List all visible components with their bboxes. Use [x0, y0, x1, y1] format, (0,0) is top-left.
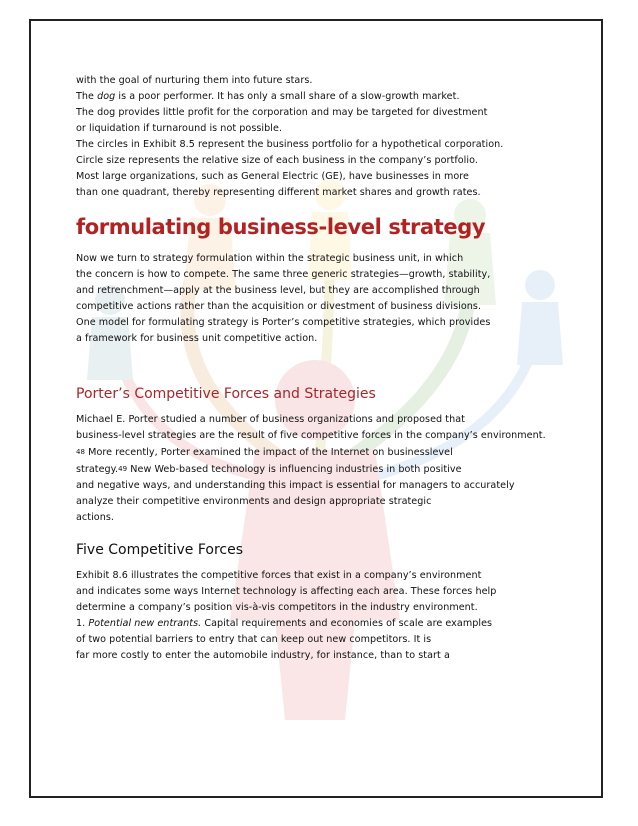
text-run: Capital requirements and economies of scale are examples [201, 618, 493, 629]
paragraph-line: Exhibit 8.6 illustrates the competitive forces that exist in a company’s environment [76, 570, 482, 581]
paragraph-line: actions. [76, 512, 114, 523]
intro-line: than one quadrant, thereby representing different market shares and growth rates. [76, 187, 481, 198]
text-run: More recently, Porter examined the impact of the Internet on businesslevel [85, 447, 453, 458]
paragraph-line: Now we turn to strategy formulation within the strategic business unit, in which [76, 253, 464, 264]
text-run: is a poor performer. It has only a small share of a slow-growth market. [115, 91, 460, 102]
intro-line: Most large organizations, such as General Electric (GE), have businesses in more [76, 171, 470, 182]
paragraph-line: of two potential barriers to entry that can keep out new competitors. It is [76, 634, 432, 645]
italic-term: Potential new entrants. [88, 618, 202, 629]
intro-line: The dog provides little profit for the corporation and may be targeted for divestment [76, 107, 488, 118]
paragraph-line: competitive actions rather than the acquisition or divestment of business divisions. [76, 301, 482, 312]
footnote-ref: 48 [76, 448, 86, 456]
text-run: The [76, 91, 98, 102]
paragraph-line: and retrenchment—apply at the business level, but they are accomplished through [76, 285, 480, 296]
intro-line: or liquidation if turnaround is not possible. [76, 123, 283, 134]
paragraph-line: Michael E. Porter studied a number of business organizations and proposed that [76, 414, 465, 425]
paragraph-line: analyze their competitive environments and design appropriate strategic [76, 496, 432, 507]
footnote-ref: 49 [118, 465, 128, 473]
paragraph-line [76, 444, 556, 461]
subheading-five-forces: Five Competitive Forces [76, 542, 244, 558]
paragraph-line: the concern is how to compete. The same three generic strategies—growth, stability, [76, 269, 491, 280]
intro-line: The circles in Exhibit 8.5 represent the business portfolio for a hypothetical corporation. [76, 139, 504, 150]
intro-line-dog [76, 89, 556, 105]
paragraph-line: and indicates some ways Internet technology is affecting each area. These forces help [76, 586, 497, 597]
intro-line: Circle size represents the relative size of each business in the company’s portfolio. [76, 155, 478, 166]
paragraph-line: business-level strategies are the result of five competitive forces in the company’s environment. [76, 430, 546, 441]
section-heading-business-level-strategy: formulating business-level strategy [76, 215, 486, 239]
paragraph-line: far more costly to enter the automobile industry, for instance, than to start a [76, 650, 450, 661]
subheading-porters-forces: Porter’s Competitive Forces and Strategies [76, 386, 376, 402]
italic-term: dog [97, 91, 116, 102]
text-run: New Web-based technology is influencing industries in both positive [127, 464, 462, 475]
paragraph-line [76, 616, 556, 632]
document-body [76, 73, 556, 664]
paragraph-line: and negative ways, and understanding this impact is essential for managers to accurately [76, 480, 515, 491]
text-run: strategy. [76, 464, 119, 475]
paragraph-line: One model for formulating strategy is Porter’s competitive strategies, which provides [76, 317, 491, 328]
list-number: 1. [76, 618, 89, 629]
intro-line: with the goal of nurturing them into future stars. [76, 75, 313, 86]
paragraph-line: determine a company’s position vis-à-vis competitors in the industry environment. [76, 602, 478, 613]
paragraph-line [76, 461, 556, 478]
paragraph-line: a framework for business unit competitive action. [76, 333, 318, 344]
